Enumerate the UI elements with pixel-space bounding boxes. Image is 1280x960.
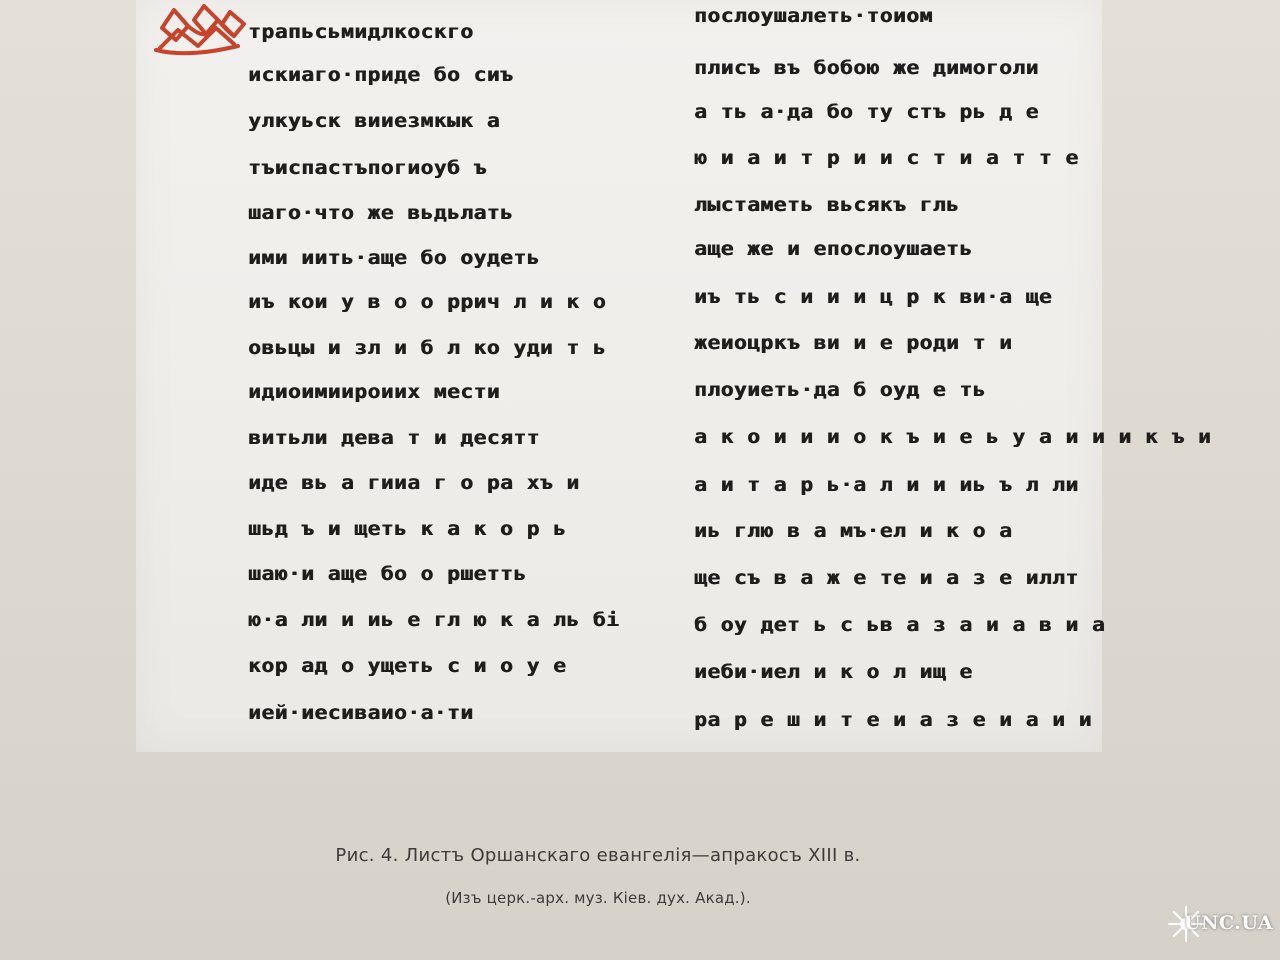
manuscript-line: витьли дева т и десятт xyxy=(248,427,540,449)
manuscript-line: а и т а р ь·а л и и иь ъ л ли xyxy=(694,474,1079,496)
manuscript-line: иеби·иел и к о л ищ е xyxy=(694,661,973,683)
manuscript-line: иде вь а гииа г о ра хъ и xyxy=(248,472,580,494)
manuscript-line: плисъ въ бобою же димоголи xyxy=(694,57,1039,79)
manuscript-line: овьцы и зл и б л ко уди т ь xyxy=(248,337,607,359)
manuscript-line: улкуьск вииезмкык а xyxy=(248,110,500,132)
manuscript-line: послоушалеть·тоиом xyxy=(694,5,933,27)
manuscript-line: плоуиеть·да б оуд е ть xyxy=(694,379,986,401)
manuscript-line: ией·иесиваио·а·ти xyxy=(248,702,474,724)
manuscript-line: аще же и епослоушаеть xyxy=(694,238,973,260)
figure-source-note: (Изъ церк.-арх. муз. Кіев. дух. Акад.). xyxy=(445,889,751,907)
manuscript-line: искиаго·приде бо сиъ xyxy=(248,64,514,86)
manuscript-line: иь глю в а мъ·ел и к о а xyxy=(694,520,1013,542)
watermark xyxy=(1166,904,1276,948)
manuscript-line: а к о и и и о к ъ и е ь у а и и и к ъ и xyxy=(694,426,1212,448)
manuscript-line: жеиоцркъ ви и е роди т и xyxy=(694,332,1013,354)
manuscript-line: лыстаметь вьсякъ гль xyxy=(694,194,960,216)
figure-caption: Рис. 4. Листъ Оршанскаго евангелія—апракосъ XIII в. xyxy=(335,845,861,866)
manuscript-line: б оу дет ь с ьв а з а и а в и а xyxy=(694,614,1106,636)
manuscript-line: трапьсьмидлкоскго xyxy=(248,21,474,43)
manuscript-line: иъ кои у в о о ррич л и к о xyxy=(248,291,607,313)
manuscript-line: ими иить·аще бо оудеть xyxy=(248,247,540,269)
manuscript-line: ра р е ш и т е и а з е и а и и xyxy=(694,709,1092,731)
manuscript-line: шаю·и аще бо о ршетть xyxy=(248,563,527,585)
manuscript-line: кор ад о ущеть с и о у е xyxy=(248,655,567,677)
manuscript-line: шаго·что же вьдьлать xyxy=(248,202,514,224)
manuscript-line: идиоимиироиих мести xyxy=(248,381,500,403)
watermark-text: UNC.UA xyxy=(1184,912,1274,934)
manuscript-line: а ть а·да бо ту стъ рь д е xyxy=(694,101,1039,123)
manuscript-line: тъиспастъпогиоуб ъ xyxy=(248,157,487,179)
manuscript-line: ю·а ли и иь е гл ю к а ль бі xyxy=(248,609,620,631)
manuscript-line: иъ ть с и и и ц р к ви·а ще xyxy=(694,286,1053,308)
manuscript-line: шьд ъ и щеть к а к о р ь xyxy=(248,518,567,540)
manuscript-line: ще съ в а ж е те и а з е иллт xyxy=(694,567,1079,589)
manuscript-line: ю и а и т р и и с т и а т т е xyxy=(694,147,1079,169)
